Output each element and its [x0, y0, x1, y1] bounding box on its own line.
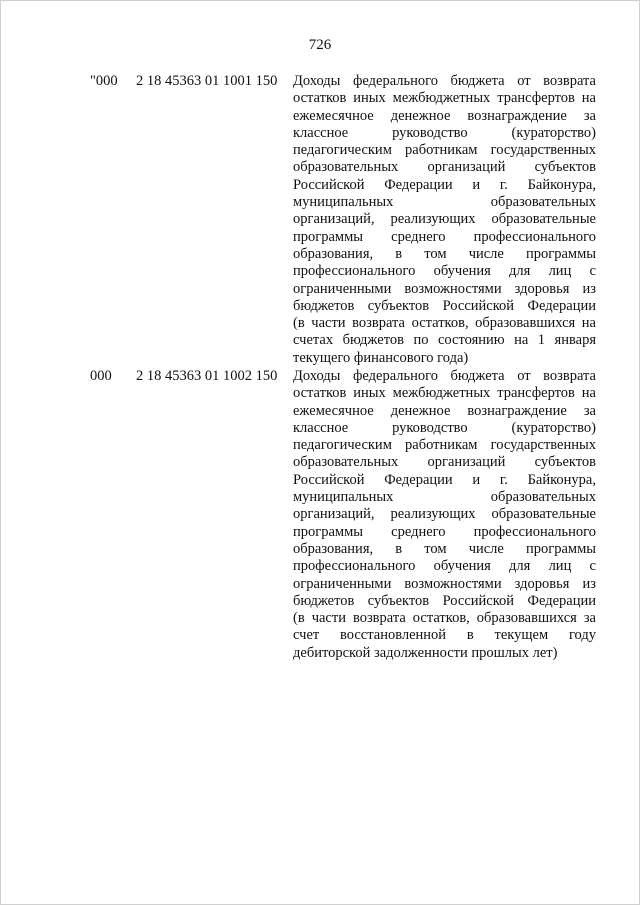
- description-line: программы среднего профессионального: [293, 228, 596, 245]
- description-line: ежемесячное денежное вознаграждение за: [293, 402, 596, 419]
- description-line: организаций, реализующих образовательные: [293, 506, 596, 523]
- description-line: муниципальных образовательных: [293, 194, 596, 211]
- description-line: (в части возврата остатков, образовавшихся за: [293, 610, 596, 627]
- description-line: ежемесячное денежное вознаграждение за: [293, 107, 596, 124]
- description-line: счет восстановленной в текущем году: [293, 627, 596, 644]
- description-line: педагогическим работникам государственных: [293, 142, 596, 159]
- description-line: Российской Федерации и г. Байконура,: [293, 471, 596, 488]
- description-line: образования, в том числе программы: [293, 540, 596, 557]
- description-line: классное руководство (кураторство): [293, 419, 596, 436]
- admin-code: 000: [90, 368, 112, 384]
- description-line: остатков иных межбюджетных трансфертов на: [293, 385, 596, 402]
- description-line: образовательных организаций субъектов: [293, 159, 596, 176]
- description-line: текущего финансового года): [293, 349, 469, 366]
- description-line: классное руководство (кураторство): [293, 124, 596, 141]
- description-line: бюджетов субъектов Российской Федерации: [293, 592, 596, 609]
- description-line: Российской Федерации и г. Байконура,: [293, 176, 596, 193]
- description-line: организаций, реализующих образовательные: [293, 211, 596, 228]
- description-line: образования, в том числе программы: [293, 245, 596, 262]
- description-line: дебиторской задолженности прошлых лет): [293, 644, 558, 661]
- description-line: программы среднего профессионального: [293, 523, 596, 540]
- admin-code: "000: [90, 73, 118, 89]
- description-line: ограниченными возможностями здоровья из: [293, 280, 596, 297]
- description-line: бюджетов субъектов Российской Федерации: [293, 297, 596, 314]
- description-line: (в части возврата остатков, образовавшихся на: [293, 315, 596, 332]
- description-line: профессионального обучения для лиц с: [293, 558, 596, 575]
- description-line: образовательных организаций субъектов: [293, 454, 596, 471]
- budget-classification-code: 2 18 45363 01 1002 150: [136, 368, 278, 384]
- description-line: остатков иных межбюджетных трансфертов на: [293, 90, 596, 107]
- description-line: Доходы федерального бюджета от возврата: [293, 368, 596, 384]
- entry-description: [293, 368, 596, 662]
- description-line: профессионального обучения для лиц с: [293, 263, 596, 280]
- description-line: счетах бюджетов по состоянию на 1 января: [293, 332, 596, 349]
- page-number: 726: [308, 37, 332, 53]
- description-line: Доходы федерального бюджета от возврата: [293, 73, 596, 89]
- entry-description: [293, 73, 596, 367]
- description-line: ограниченными возможностями здоровья из: [293, 575, 596, 592]
- description-line: педагогическим работникам государственных: [293, 437, 596, 454]
- description-line: муниципальных образовательных: [293, 489, 596, 506]
- budget-classification-code: 2 18 45363 01 1001 150: [136, 73, 278, 89]
